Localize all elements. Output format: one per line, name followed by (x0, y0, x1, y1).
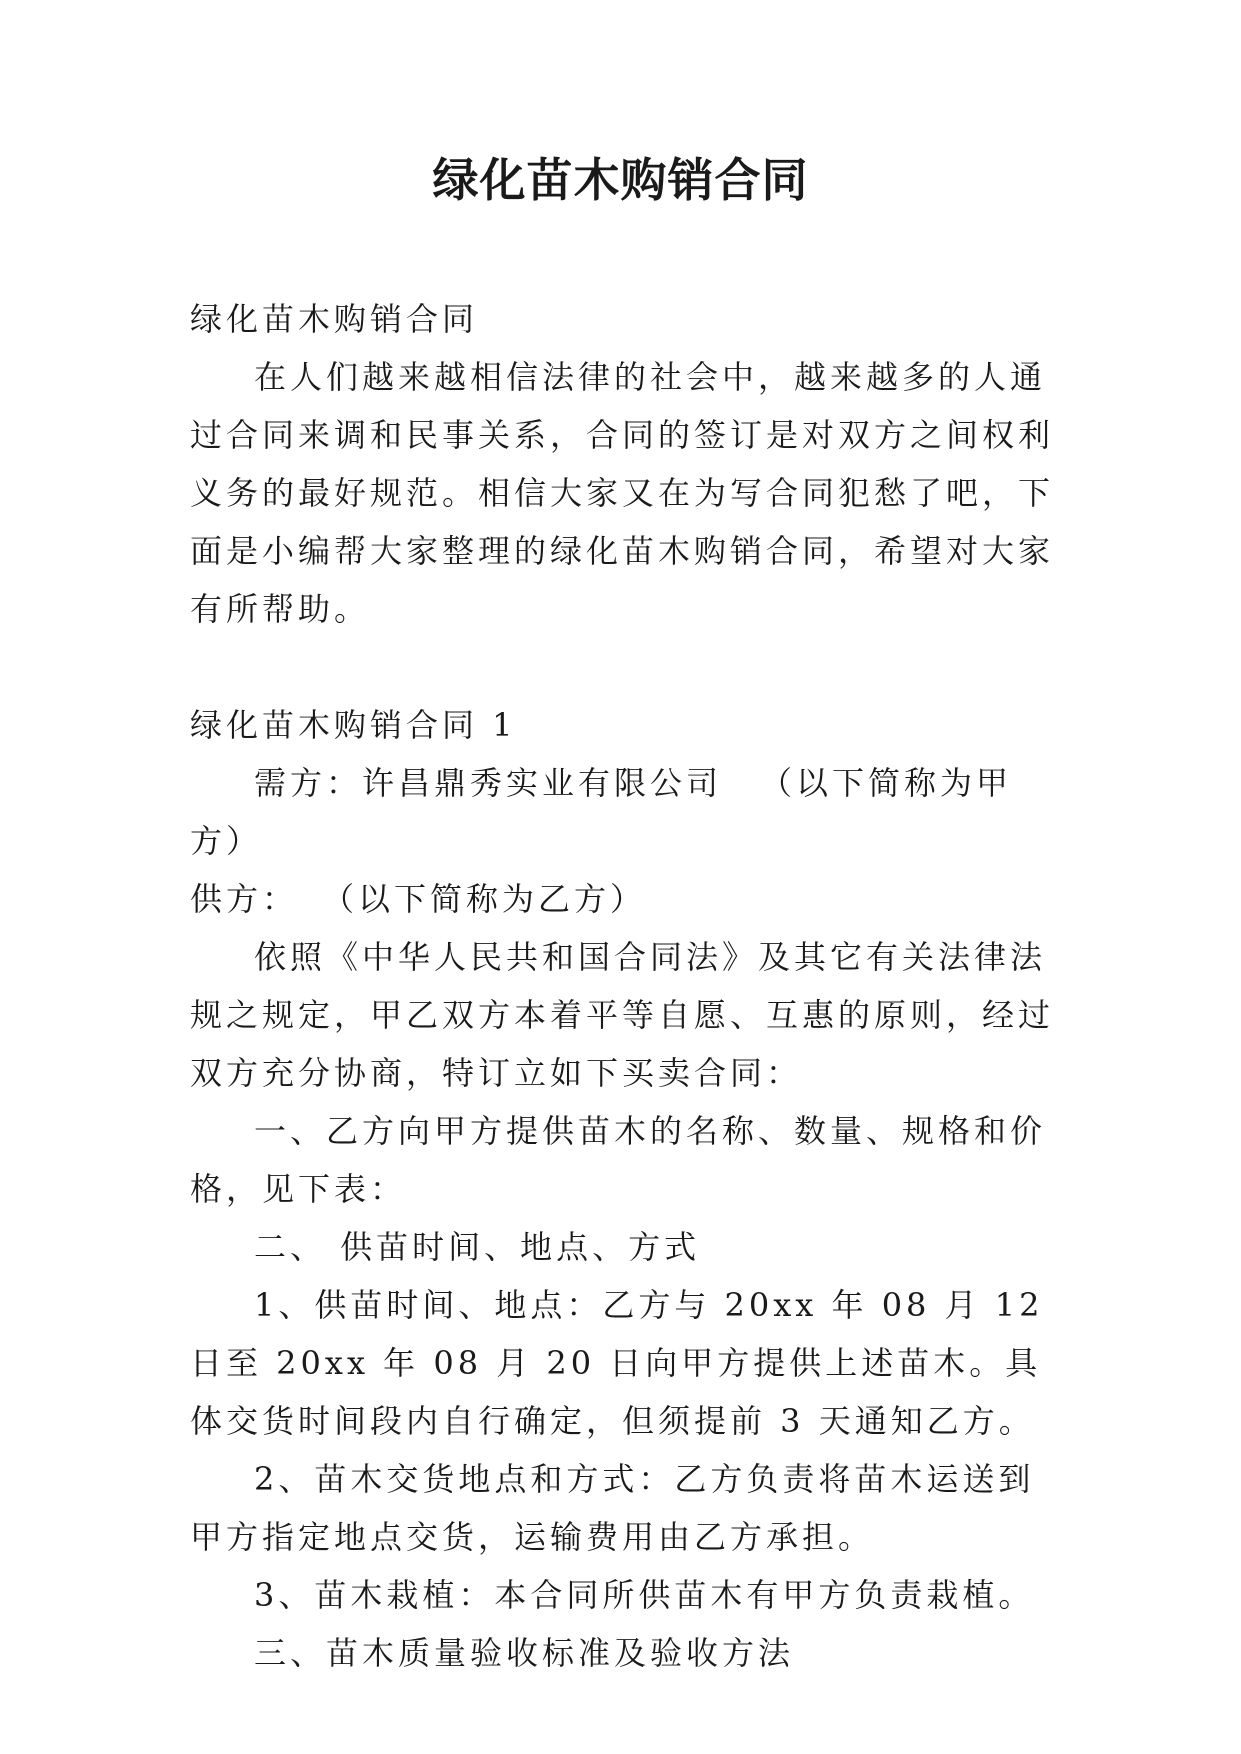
basis-paragraph: 依照《中华人民共和国合同法》及其它有关法律法规之规定，甲乙双方本着平等自愿、互惠的原则，经过双方充分协商，特订立如下买卖合同： (190, 938, 1055, 1092)
contract-heading: 绿化苗木购销合同 1 (190, 706, 517, 744)
intro-paragraph: 在人们越来越相信法律的社会中，越来越多的人通过合同来调和民事关系，合同的签订是对双方之间权利义务的最好规范。相信大家又在为写合同犯愁了吧，下面是小编帮大家整理的绿化苗木购销合同，希望对大家有所帮助。 (190, 358, 1055, 628)
buyer-label: 需方：许昌鼎秀实业有限公司 (254, 764, 723, 802)
buyer-note: （以下简称为甲方） (190, 764, 1013, 860)
document-body (190, 290, 1060, 1682)
clause-3: 三、苗木质量验收标准及验收方法 (254, 1634, 795, 1672)
clause-2-1: 1、供苗时间、地点：乙方与 20xx 年 08 月 12 日至 20xx 年 08 月 20 日向甲方提供上述苗木。具体交货时间段内自行确定，但须提前 3 天通知乙方。 (190, 1286, 1044, 1440)
supplier-note: （以下简称为乙方） (322, 880, 647, 918)
section-heading: 绿化苗木购销合同 (190, 300, 479, 338)
paragraph-gap (190, 638, 1060, 696)
buyer-line (190, 754, 1060, 870)
supplier-label: 供方： (190, 880, 299, 918)
clause-2: 二、 供苗时间、地点、方式 (254, 1228, 701, 1266)
clause-2-2: 2、苗木交货地点和方式：乙方负责将苗木运送到甲方指定地点交货，运输费用由乙方承担。 (190, 1460, 1035, 1556)
clause-2-3: 3、苗木栽植：本合同所供苗木有甲方负责栽植。 (254, 1576, 1035, 1614)
clause-1: 一、乙方向甲方提供苗木的名称、数量、规格和价格，见下表： (190, 1112, 1047, 1208)
supplier-line (190, 870, 1060, 928)
document-title: 绿化苗木购销合同 (432, 153, 809, 207)
